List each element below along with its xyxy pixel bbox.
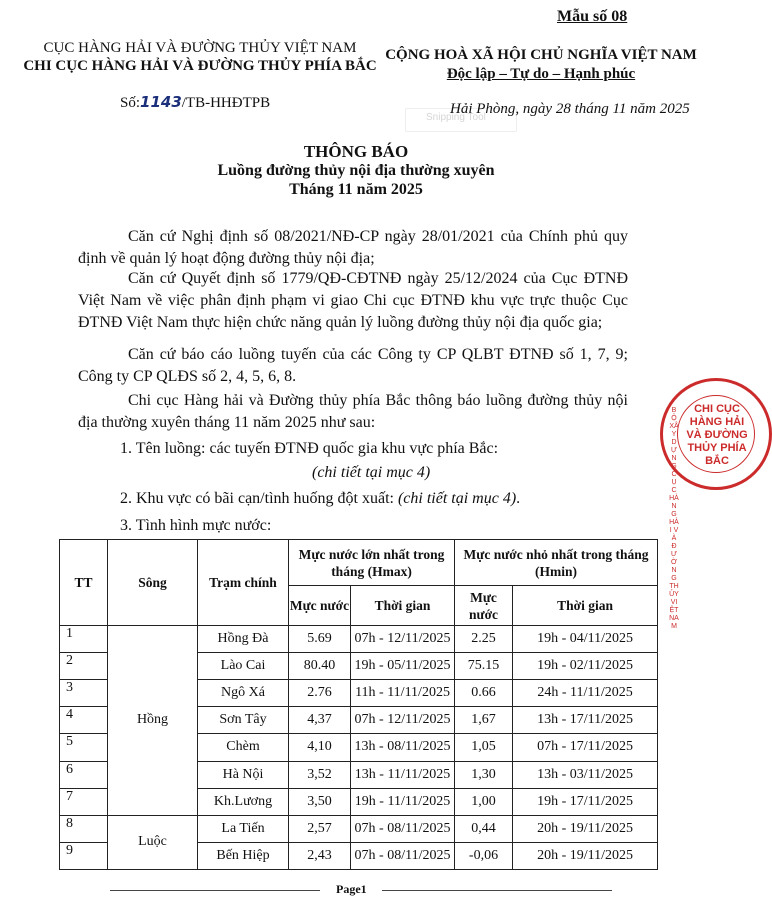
cell-min-time: 19h - 02/11/2025: [513, 653, 658, 680]
cell-max-time: 07h - 12/11/2025: [351, 626, 455, 653]
cell-station: Ngô Xá: [198, 680, 289, 707]
cell-tt: 6: [60, 761, 108, 788]
cell-tt: 4: [60, 707, 108, 734]
cell-min-time: 20h - 19/11/2025: [513, 815, 658, 842]
cell-max-level: 3,52: [289, 761, 351, 788]
cell-station: La Tiến: [198, 815, 289, 842]
item-1-detail: (chi tiết tại mục 4): [312, 464, 431, 481]
table-row: [60, 626, 658, 653]
cell-river-hong: Hồng: [108, 626, 198, 816]
cell-tt: 2: [60, 653, 108, 680]
page-number: Page1: [336, 882, 367, 896]
cell-max-time: 07h - 08/11/2025: [351, 815, 455, 842]
cell-max-level: 2,57: [289, 815, 351, 842]
cell-max-level: 5.69: [289, 626, 351, 653]
item-2-end: .: [516, 490, 521, 507]
cell-max-time: 07h - 12/11/2025: [351, 707, 455, 734]
cell-river-luoc: Luộc: [108, 815, 198, 869]
stamp-ring-text: BỘ XÂY DỰNG CỤC HÀNG HẢI VÀ ĐƯỜNG THỦY VIỆT NAM: [669, 407, 679, 630]
form-number: Mẫu số 08: [557, 8, 628, 25]
header-min-level: Mực nước: [455, 586, 513, 626]
place-and-date: Hải Phòng, ngày 28 tháng 11 năm 2025: [450, 101, 690, 117]
item-3-water-level: 3. Tình hình mực nước:: [120, 517, 272, 534]
doc-no-suffix: /TB-HHĐTPB: [181, 95, 271, 111]
legal-basis-reports: Căn cứ báo cáo luồng tuyến của các Công ty CP QLBT ĐTNĐ số 1, 7, 9; Công ty CP QLĐS số 2, 4, 5, 6, 8.: [78, 346, 628, 385]
cell-max-level: 2,43: [289, 842, 351, 869]
national-title: CỘNG HOÀ XÃ HỘI CHỦ NGHĨA VIỆT NAM: [385, 47, 697, 63]
header-station: Trạm chính: [198, 540, 289, 626]
cell-min-level: 1,67: [455, 707, 513, 734]
cell-tt: 7: [60, 788, 108, 815]
cell-max-time: 07h - 08/11/2025: [351, 842, 455, 869]
doc-no-handwritten: 1143: [140, 93, 182, 111]
cell-station: Kh.Lương: [198, 788, 289, 815]
item-1-route-name: 1. Tên luồng: các tuyến ĐTNĐ quốc gia khu vực phía Bắc:: [120, 440, 499, 457]
cell-min-time: 24h - 11/11/2025: [513, 680, 658, 707]
document-subtitle: Luồng đường thủy nội địa thường xuyên: [217, 162, 495, 179]
cell-min-level: 0.66: [455, 680, 513, 707]
header-max-time: Thời gian: [351, 586, 455, 626]
announcement-intro: Chi cục Hàng hải và Đường thủy phía Bắc thông báo luồng đường thủy nội địa thường xuyên tháng 11 năm 2025 như sau:: [78, 392, 628, 431]
cell-max-time: 11h - 11/11/2025: [351, 680, 455, 707]
cell-station: Hà Nội: [198, 761, 289, 788]
cell-max-level: 4,10: [289, 734, 351, 761]
legal-basis-decree: Căn cứ Nghị định số 08/2021/NĐ-CP ngày 28/01/2021 của Chính phủ quy định về quản lý hoạt động đường thủy nội địa;: [78, 228, 628, 267]
issuing-agency-name: CHI CỤC HÀNG HẢI VÀ ĐƯỜNG THỦY PHÍA BẮC: [23, 58, 377, 74]
cell-max-level: 2.76: [289, 680, 351, 707]
header-river: Sông: [108, 540, 198, 626]
cell-min-time: 19h - 17/11/2025: [513, 788, 658, 815]
header-hmin: Mực nước nhỏ nhất trong tháng (Hmin): [455, 540, 658, 586]
legal-basis-decision: Căn cứ Quyết định số 1779/QĐ-CĐTNĐ ngày 25/12/2024 của Cục ĐTNĐ Việt Nam về việc phân định phạm vi giao Chi cục ĐTNĐ khu vực trực thuộc Cục ĐTNĐ Việt Nam thực hiện chức năng quản lý luồng đường thủy nội địa quốc gia;: [78, 270, 628, 331]
cell-max-time: 19h - 11/11/2025: [351, 788, 455, 815]
cell-min-level: 0,44: [455, 815, 513, 842]
document-number: [120, 93, 270, 112]
cell-tt: 3: [60, 680, 108, 707]
header-min-time: Thời gian: [513, 586, 658, 626]
cell-tt: 5: [60, 734, 108, 761]
official-seal-stamp: [660, 378, 772, 630]
cell-max-level: 80.40: [289, 653, 351, 680]
footer-rule-left: [110, 890, 320, 891]
cell-tt: 1: [60, 626, 108, 653]
doc-no-prefix: Số:: [120, 95, 141, 111]
cell-station: Chèm: [198, 734, 289, 761]
cell-min-level: 75.15: [455, 653, 513, 680]
item-2-lead: 2. Khu vực có bãi cạn/tình huống đột xuất:: [120, 490, 398, 507]
cell-max-time: 13h - 11/11/2025: [351, 761, 455, 788]
cell-min-level: 1,00: [455, 788, 513, 815]
cell-min-time: 07h - 17/11/2025: [513, 734, 658, 761]
cell-min-level: 1,30: [455, 761, 513, 788]
cell-min-level: 1,05: [455, 734, 513, 761]
motto-text: Độc lập – Tự do – Hạnh phúc: [446, 66, 636, 82]
document-period: Tháng 11 năm 2025: [289, 181, 423, 198]
document-title: THÔNG BÁO: [303, 142, 409, 161]
header-tt: TT: [60, 540, 108, 626]
cell-min-time: 13h - 17/11/2025: [513, 707, 658, 734]
cell-station: Lào Cai: [198, 653, 289, 680]
footer-rule-right: [382, 890, 612, 891]
stamp-center-text: CHI CỤC HÀNG HẢI VÀ ĐƯỜNG THỦY PHÍA BẮC: [686, 403, 748, 467]
cell-max-level: 4,37: [289, 707, 351, 734]
cell-min-time: 20h - 19/11/2025: [513, 842, 658, 869]
cell-min-time: 13h - 03/11/2025: [513, 761, 658, 788]
header-max-level: Mực nước: [289, 586, 351, 626]
cell-station: Bến Hiệp: [198, 842, 289, 869]
item-2-detail: (chi tiết tại mục 4): [397, 490, 517, 507]
cell-tt: 9: [60, 842, 108, 869]
water-level-table: [59, 539, 658, 870]
cell-min-level: 2.25: [455, 626, 513, 653]
cell-tt: 8: [60, 815, 108, 842]
cell-station: Hồng Đà: [198, 626, 289, 653]
parent-agency-name: CỤC HÀNG HẢI VÀ ĐƯỜNG THỦY VIỆT NAM: [43, 40, 357, 56]
national-motto: [378, 66, 704, 83]
item-2-shoal-area: [120, 490, 520, 508]
cell-min-level: -0,06: [455, 842, 513, 869]
header-hmax: Mực nước lớn nhất trong tháng (Hmax): [289, 540, 455, 586]
table-row: [60, 815, 658, 842]
cell-max-time: 19h - 05/11/2025: [351, 653, 455, 680]
cell-max-level: 3,50: [289, 788, 351, 815]
cell-min-time: 19h - 04/11/2025: [513, 626, 658, 653]
ghost-label: Snipping Tool: [426, 112, 486, 123]
cell-max-time: 13h - 08/11/2025: [351, 734, 455, 761]
cell-station: Sơn Tây: [198, 707, 289, 734]
